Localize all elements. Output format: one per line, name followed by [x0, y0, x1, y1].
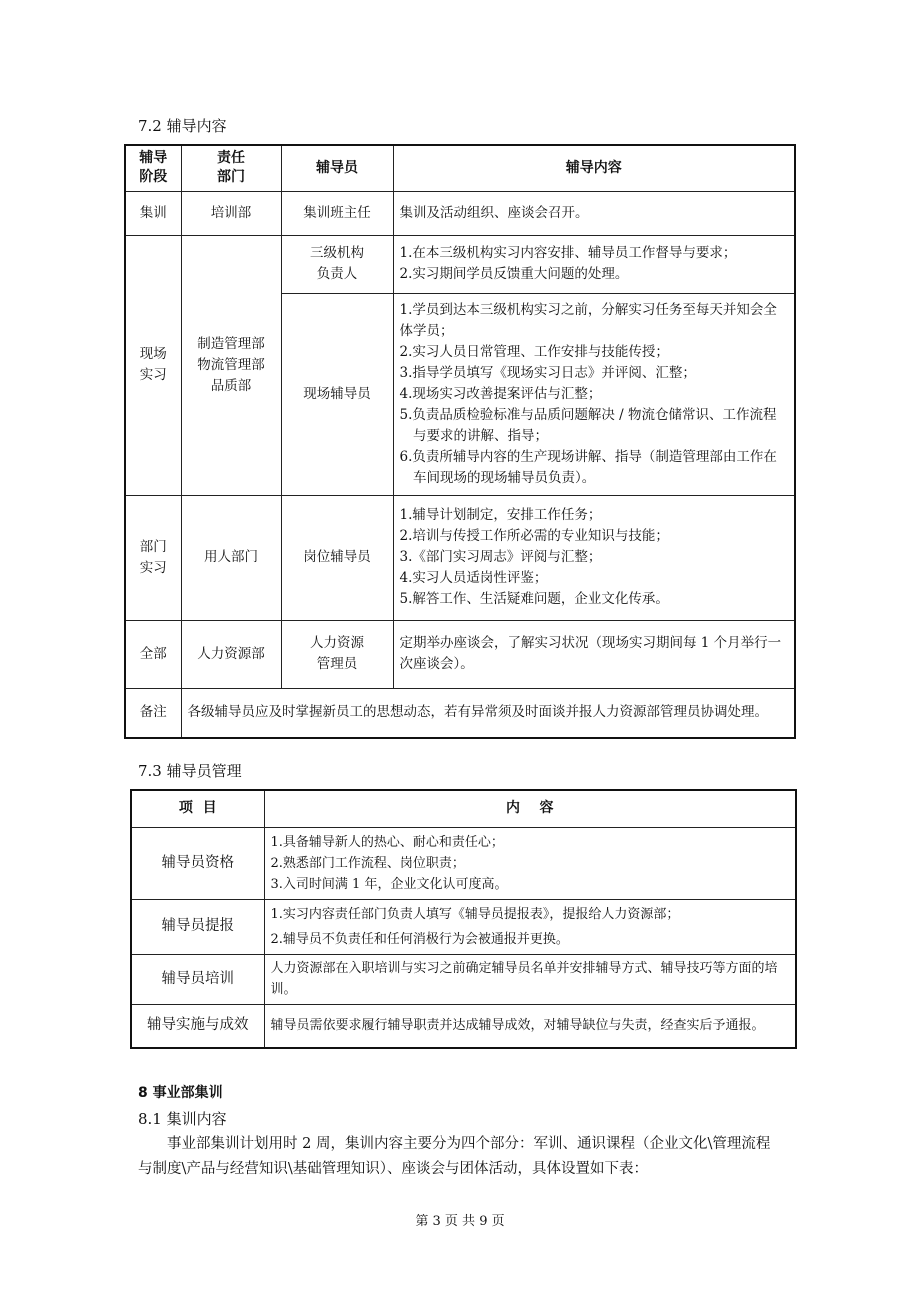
table-row [125, 688, 795, 738]
table-row [131, 827, 796, 899]
mentor-management-table [130, 789, 797, 1049]
dept-cell: 制造管理部 物流管理部 品质部 [181, 235, 281, 495]
content-cell: 定期举办座谈会，了解实习状况（现场实习期间每 1 个月举行一次座谈会）。 [393, 620, 795, 688]
mentor-cell: 人力资源 管理员 [281, 620, 393, 688]
content-cell: 1.在本三级机构实习内容安排、辅导员工作督导与要求； 2.实习期间学员反馈重大问题的处理。 [393, 235, 795, 293]
dept-cell: 人力资源部 [181, 620, 281, 688]
section-8-paragraph: 事业部集训计划用时 2 周，集训内容主要分为四个部分：军训、通识课程（企业文化\管理流程与制度\产品与经营知识\基础管理知识）、座谈会与团体活动，具体设置如下表： [138, 1136, 771, 1177]
content-cell: 1.学员到达本三级机构实习之前，分解实习任务至每天并知会全体学员； 2.实习人员日常管理、工作安排与技能传授； 3.指导学员填写《现场实习日志》并评阅、汇整； 4.现场实习改善提案评估与汇整； 5.负责品质检验标准与品质问题解决 / 物流仓储常识、工作流程 与要求的讲解、指导； 6.负责所辅导内容的生产现场讲解、指导（制造管理部由工作在 车间现场的现场辅导员负责）。 [393, 293, 795, 495]
stage-cell: 备注 [125, 688, 181, 738]
mentoring-content-table [124, 144, 796, 739]
page-footer: 第 3 页 共 9 页 [415, 1214, 505, 1229]
stage-cell: 现场 实习 [125, 235, 181, 495]
note-cell: 各级辅导员应及时掌握新员工的思想动态，若有异常须及时面谈并报人力资源部管理员协调处理。 [181, 688, 795, 738]
stage-cell: 全部 [125, 620, 181, 688]
content-cell: 1.具备辅导新人的热心、耐心和责任心； 2.熟悉部门工作流程、岗位职责； 3.入司时间满 1 年，企业文化认可度高。 [264, 827, 796, 899]
section-7-3-title: 7.3 辅导员管理 [138, 762, 242, 780]
content-cell: 1.辅导计划制定，安排工作任务； 2.培训与传授工作所必需的专业知识与技能； 3.《部门实习周志》评阅与汇整； 4.实习人员适岗性评鉴； 5.解答工作、生活疑难问题，企业文化传承。 [393, 495, 795, 620]
item-cell: 辅导员提报 [131, 899, 264, 954]
header-content: 辅导内容 [393, 145, 795, 191]
stage-cell: 集训 [125, 191, 181, 235]
content-cell: 辅导员需依要求履行辅导职责并达成辅导成效，对辅导缺位与失责，经查实后予通报。 [264, 1004, 796, 1048]
mentor-cell: 集训班主任 [281, 191, 393, 235]
content-cell: 集训及活动组织、座谈会召开。 [393, 191, 795, 235]
item-cell: 辅导实施与成效 [131, 1004, 264, 1048]
stage-cell: 部门 实习 [125, 495, 181, 620]
content-cell: 1.实习内容责任部门负责人填写《辅导员提报表》，提报给人力资源部； 2.辅导员不负责任和任何消极行为会被通报并更换。 [264, 899, 796, 954]
header-dept: 责任 部门 [181, 145, 281, 191]
section-7-2-title: 7.2 辅导内容 [138, 117, 227, 135]
table-row [125, 235, 795, 293]
mentor-cell: 岗位辅导员 [281, 495, 393, 620]
dept-cell: 用人部门 [181, 495, 281, 620]
header-content: 内 容 [264, 790, 796, 827]
mentor-cell: 现场辅导员 [281, 293, 393, 495]
table-row [125, 191, 795, 235]
header-mentor: 辅导员 [281, 145, 393, 191]
mentor-cell: 三级机构 负责人 [281, 235, 393, 293]
table-row [131, 1004, 796, 1048]
table-row [131, 954, 796, 1004]
header-stage: 辅导 阶段 [125, 145, 181, 191]
item-cell: 辅导员资格 [131, 827, 264, 899]
section-8-title: 8 事业部集训 [138, 1085, 223, 1101]
item-cell: 辅导员培训 [131, 954, 264, 1004]
table-row [131, 899, 796, 954]
header-item: 项 目 [131, 790, 264, 827]
content-cell: 人力资源部在入职培训与实习之前确定辅导员名单并安排辅导方式、辅导技巧等方面的培训。 [264, 954, 796, 1004]
table-row [125, 620, 795, 688]
table-row [125, 495, 795, 620]
section-8-1-title: 8.1 集训内容 [138, 1110, 227, 1128]
dept-cell: 培训部 [181, 191, 281, 235]
